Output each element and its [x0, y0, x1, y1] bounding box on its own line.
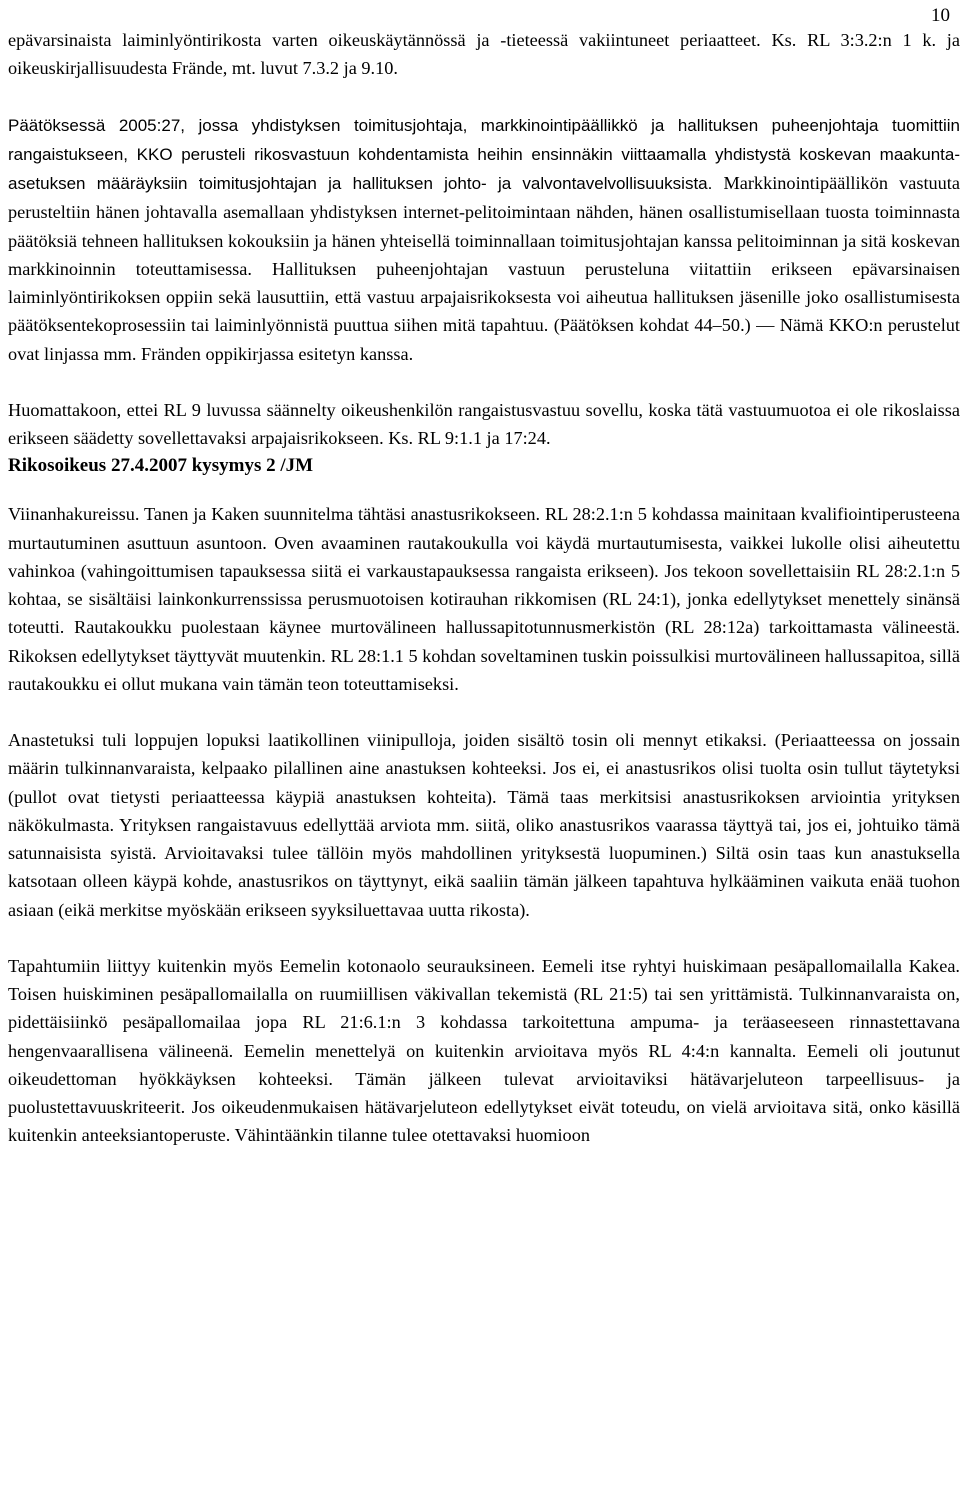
page-number: 10: [931, 5, 950, 26]
paragraph-6: Tapahtumiin liittyy kuitenkin myös Eemelin kotonaolo seurauksineen. Eemeli itse ryhtyi huiskimaan pesäpallomailalla Kakea. Toisen huiskiminen pesäpallomailalla on ruumiillisen väkivallan tekemistä (RL 21:5) tai sen yrittämistä. Tulkinnanvaraista on, pidettäisiinkö pesäpallomailaa jopa RL 21:6.1:n 3 kohdassa tarkoitettuna ampuma- ja teräaseeseen rinnastettavana hengenvaarallisena välineenä. Eemelin menettelyä on kuitenkin arvioitava myös RL 4:4:n kannalta. Eemeli oli joutunut oikeudettoman hyökkäyksen kohteeksi. Tämän jälkeen tulevat arvioitaviksi hätävarjeluteon tarpeellisuus- ja puolustettavuuskriteerit. Jos oikeudenmukaisen hätävarjeluteon edellytykset eivät toteudu, on vielä arvioitava sitä, onko käsillä kuitenkin anteeksiantoperuste. Vähintäänkin tilanne tulee otettavaksi huomioon: [8, 955, 960, 1146]
paragraph-3: Huomattakoon, ettei RL 9 luvussa säännelty oikeushenkilön rangaistusvastuu sovellu, koska tätä vastuumuotoa ei ole rikoslaissa erikseen säädetty sovellettavaksi arpajaisrikokseen. Ks. RL 9:1.1 ja 17:24.: [8, 399, 960, 448]
paragraph-2: [8, 111, 960, 368]
paragraph-2-part-2: Markkinointipäällikön vastuuta perusteltiin hänen johtavalla asemallaan yhdistyksen internet-pelitoimintaan nähden, hänen osallistumisellaan tuosta toiminnasta päätöksiä tehneen hallituksen kokouksiin ja hänen yhteisellä toiminnallaan toimitusjohtajan kanssa pelitoiminnan ja sitä koskevan markkinoinnin toteuttamisessa. Hallituksen puheenjohtajan vastuun perusteluna viitattiin erikseen epävarsinaisen laiminlyöntirikoksen oppiin sekä lausuttiin, että vastuu arpajaisrikoksesta voi aiheutua hallituksen jäsenille joko osallistumisesta päätöksentekoprosessiin tai laiminlyönnistä puuttua siihen mitä tapahtuu. (Päätöksen kohdat 44–50.) — Nämä KKO:n perustelut ovat linjassa mm. Fränden oppikirjassa esitetyn kanssa.: [8, 173, 960, 364]
paragraph-5: Anastetuksi tuli loppujen lopuksi laatikollinen viinipulloja, joiden sisältö tosin oli mennyt etikaksi. (Periaatteessa on jossain määrin tulkinnanvaraista, kelpaako pilallinen aine anastuksen kohteeksi. Jos ei, ei anastusrikos olisi tuolta osin tullut täytetyksi (pullot ovat tietysti periaatteessa käypiä anastuksen kohteita). Tämä taas merkitsisi anastusrikoksen arviointia yrityksen näkökulmasta. Yrityksen rangaistavuus edellyttää arviota mm. siitä, oliko anastusrikos vaarassa täyttyä tai, jos ei, johtuiko tämä satunnaisista syistä. Arvioitavaksi tulee tällöin myös mahdollinen yrityksestä luopuminen.) Siltä osin taas kun anastuksella katsotaan olleen käypä kohde, anastusrikos on täyttynyt, eikä saaliin tämän jälkeen tapahtuva hylkääminen vaikuta enää tuohon asiaan (eikä merkitse myöskään erikseen syyksiluettavaa uutta rikosta).: [8, 730, 960, 920]
document-body: [8, 26, 960, 1150]
paragraph-1: epävarsinaista laiminlyöntirikosta varten oikeuskäytännössä ja -tieteessä vakiintuneet periaatteet. Ks. RL 3:3.2:n 1 k. ja oikeuskirjallisuudesta Frände, mt. luvut 7.3.2 ja 9.10.: [8, 30, 960, 79]
paragraph-4: Viinanhakureissu. Tanen ja Kaken suunnitelma tähtäsi anastusrikokseen. RL 28:2.1:n 5 kohdassa mainitaan kvalifiointiperusteena murtautuminen asuttuun asuntoon. Oven avaaminen rautakoukulla voi käydä murtautumisesta, vaikkei lukolle olisi aiheutettu vahinkoa (vahingoittumisen tapauksessa siitä ei varkaustapauksessa rangaista erikseen). Jos tekoon sovellettaisiin RL 28:2.1:n 5 kohtaa, se sisältäisi lainkonkurrenssissa perusmuotoisen kotirauhan rikkomisen (RL 24:1), jonka edellytykset menettely sinänsä toteutti. Rautakoukku puolestaan käynee murtovälineen hallussapitotunnusmerkistön (RL 28:12a) tarkoittamasta välineestä. Rikoksen edellytykset täyttyvät muutenkin. RL 28:1.1 5 kohdan soveltaminen tuskin poissulkisi murtovälineen hallussapitoa, sillä rautakoukku ei ollut mukana vain tämän teon toteuttamiseksi.: [8, 504, 960, 694]
section-title: Rikosoikeus 27.4.2007 kysymys 2 /JM: [8, 455, 314, 477]
paragraph-2-part-1: Päätöksessä 2005:27, jossa yhdistyksen toimitusjohtaja, markkinointipäällikkö ja hallituksen puheenjohtaja tuomittiin rangaistukseen, KKO perusteli rikosvastuun kohdentamista heihin ensinnäkin viittaamalla yhdistystä koskevan maakunta-asetuksen määräyksiin toimitusjohtajan ja hallituksen johto- ja valvontavelvollisuuksista.: [8, 115, 960, 193]
